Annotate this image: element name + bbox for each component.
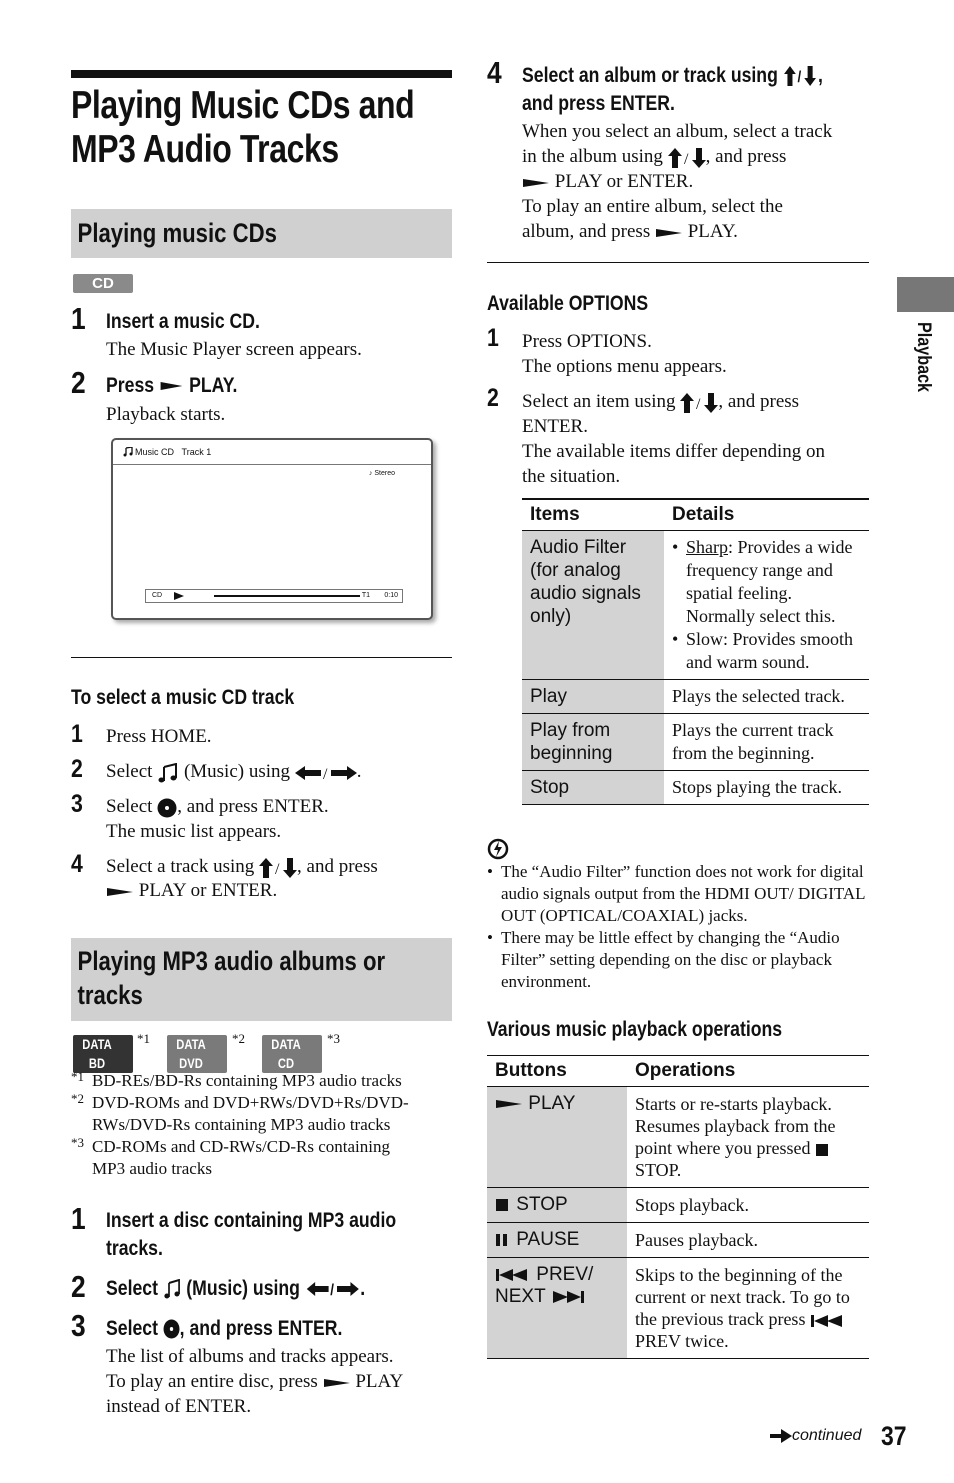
screen-source: CD [152,592,163,599]
svg-text:/: / [322,765,328,781]
up-down-arrow-icon [680,393,718,413]
step-number: 3 [71,1308,86,1343]
play-icon [323,1376,351,1390]
footnote: *3 CD-ROMs and CD-RWs/CD-Rs containing MP3 audio tracks [71,1135,390,1178]
subsection-heading: Various music playback operations [487,1018,783,1041]
subsection-heading: To select a music CD track [71,686,295,709]
hint-icon [487,838,509,860]
step-body: The Music Player screen appears. [106,339,362,360]
up-down-arrow-icon [783,66,818,86]
step-number: 2 [71,1269,86,1304]
step-body: The available items differ depending on [522,441,826,462]
disc-icon [157,798,177,818]
table-cell-operation: Starts or re-starts playback. Resumes playback from the point where you pressed STOP. [627,1087,869,1188]
table-row [487,1188,869,1223]
step-number: 3 [71,790,83,818]
step-body: in the album using / , and press [522,146,787,168]
page-title [71,84,491,172]
step-text: Press OPTIONS. [522,331,652,352]
data-bd-badge: DATA BD [73,1035,133,1073]
list-item: • Sharp: Provides a wide frequency range and spatial feeling. Normally select this. [686,536,861,628]
side-tab-marker [897,277,954,312]
svg-text:/: / [797,69,802,87]
divider [487,262,869,263]
side-tab-label: Playback [913,322,934,393]
step-title: Select (Music) using / . [106,1277,366,1300]
operations-table [487,1055,869,1359]
note-item: • There may be little effect by changing the “Audio Filter” setting depending on the disc or playback environment. [501,927,869,993]
playback-status-bar [145,589,403,603]
screen-header [113,440,431,465]
up-down-arrow-icon [668,148,706,168]
step-text: Select a track using / , and press [106,856,378,878]
step-body: When you select an album, select a track [522,121,833,142]
step-body: Playback starts. [106,404,226,425]
screen-track-number: T1 [361,592,370,599]
table-cell-item: Play from beginning [522,714,664,771]
step-title: Insert a music CD. [106,310,260,333]
music-note-icon [163,1279,181,1299]
music-note-icon [123,447,133,457]
title-rule [71,70,452,78]
step-number: 4 [487,55,502,90]
step-number: 1 [71,1201,86,1236]
step-body: instead of ENTER. [106,1396,252,1417]
step-body: The options menu appears. [522,356,727,377]
list-item: • Slow: Provides smooth and warm sound. [686,628,861,674]
step-text: Press HOME. [106,726,212,747]
footnote: *2 DVD-ROMs and DVD+RWs/DVD+Rs/DVD- RWs/DVD-Rs containing MP3 audio tracks [71,1091,409,1134]
svg-text:/: / [683,150,689,168]
step-number: 2 [487,384,499,412]
table-cell-button: STOP [487,1188,627,1223]
table-cell-detail: Plays the current track from the beginning. [664,714,869,771]
step-number: 2 [71,365,86,400]
table-cell-item: Play [522,680,664,714]
left-right-arrow-icon [305,1281,360,1297]
continued-indicator: continued [770,1427,861,1445]
table-row [487,1223,869,1258]
section-heading: Playing music CDs [77,218,277,248]
arrow-right-icon [770,1429,792,1443]
column-header: Operations [627,1056,869,1087]
svg-text:/: / [330,1282,334,1298]
step-text: Select , and press ENTER. [106,796,329,817]
play-icon [655,226,683,240]
step-number: 2 [71,755,83,783]
data-dvd-badge: DATA DVD [167,1035,227,1073]
page-title-line2: MP3 Audio Tracks [71,128,339,171]
step-number: 1 [71,720,83,748]
play-icon [106,885,134,899]
screen-track: Track 1 [181,447,212,457]
step-title-cont: and press ENTER. [522,92,675,115]
section-heading-cont: tracks [77,980,143,1010]
column-header: Buttons [487,1056,627,1087]
step-body: album, and press PLAY. [522,221,738,242]
play-icon [522,176,550,190]
table-cell-operation: Pauses playback. [627,1223,869,1258]
step-title-cont: tracks. [106,1237,163,1260]
table-cell-detail: Plays the selected track. [664,680,869,714]
music-note-icon [157,763,179,783]
screen-title: Music CD [135,447,175,457]
stereo-indicator: ♪ Stereo [368,470,395,477]
column-header: Details [664,499,869,531]
step-title: Select an album or track using / , [522,64,823,87]
table-cell-button: PREV/ NEXT [487,1258,627,1359]
column-header: Items [522,499,664,531]
play-icon [174,592,184,600]
step-number: 1 [487,324,499,352]
step-body: The music list appears. [106,821,282,842]
divider [71,657,452,658]
step-text-cont: ENTER. [522,416,588,437]
data-cd-badge: DATA CD [262,1035,322,1073]
step-text: Select (Music) using / . [106,761,362,782]
step-body: The list of albums and tracks appears. [106,1346,394,1367]
table-cell-detail: Stops playing the track. [664,771,869,805]
step-body: To play an entire album, select the [522,196,783,217]
table-cell-operation: Skips to the beginning of the current or next track. To go to the previous track press PREV twice. [627,1258,869,1359]
next-icon [551,1290,587,1304]
options-table [522,498,869,805]
step-text-cont: PLAY or ENTER. [106,878,277,903]
table-row [522,680,869,714]
music-player-screen [111,438,433,620]
play-icon [495,1097,523,1111]
svg-text:/: / [696,395,701,413]
progress-bar [214,595,360,597]
footnote-ref: *2 [232,1031,245,1046]
prev-icon [495,1268,531,1282]
table-cell-item: Stop [522,771,664,805]
stop-icon [495,1198,511,1212]
step-number: 4 [71,850,83,878]
footnote-ref: *3 [327,1031,340,1046]
svg-text:/: / [275,860,280,878]
up-down-arrow-icon [259,858,297,878]
step-number: 1 [71,301,86,336]
step-body: To play an entire disc, press PLAY [106,1371,404,1392]
table-row [487,1258,869,1359]
table-cell-item: Audio Filter (for analog audio signals only) [522,531,664,680]
section-heading: Playing MP3 audio albums or [77,946,386,976]
page-number: 37 [881,1421,907,1451]
footnote: *1 BD-REs/BD-Rs containing MP3 audio tracks [71,1069,402,1090]
prev-icon [810,1314,846,1328]
disc-icon [163,1319,180,1339]
cd-badge: CD [73,274,133,293]
page-title-line1: Playing Music CDs and [71,84,415,127]
section-heading-band [71,209,452,258]
table-header-row [522,499,869,531]
table-row [522,714,869,771]
section-heading-band [71,938,452,1021]
table-cell-detail [664,531,869,680]
footnotes [71,1070,451,1180]
screen-time: 0:10 [384,592,398,599]
step-text: Select an item using / , and press [522,391,800,413]
left-right-arrow-icon [295,765,357,781]
pause-icon [495,1233,511,1247]
table-cell-operation: Stops playback. [627,1188,869,1223]
step-title: Insert a disc containing MP3 audio [106,1209,397,1232]
table-row [522,531,869,680]
footnote-ref: *1 [137,1031,150,1046]
subsection-heading: Available OPTIONS [487,292,649,315]
table-row [487,1087,869,1188]
step-title: Select , and press ENTER. [106,1317,343,1340]
step-body: PLAY or ENTER. [522,169,693,194]
table-cell-button: PLAY [487,1087,627,1188]
notes-list [487,861,869,993]
table-row [522,771,869,805]
step-body: the situation. [522,466,621,487]
stop-icon [815,1143,829,1157]
table-cell-button: PAUSE [487,1223,627,1258]
step-title: Press PLAY. [106,374,238,397]
note-item: • The “Audio Filter” function does not work for digital audio signals output from the HDMI OUT/ DIGITAL OUT (OPTICAL/COAXIAL) jacks. [501,861,869,927]
play-icon [159,379,184,393]
table-header-row [487,1056,869,1087]
